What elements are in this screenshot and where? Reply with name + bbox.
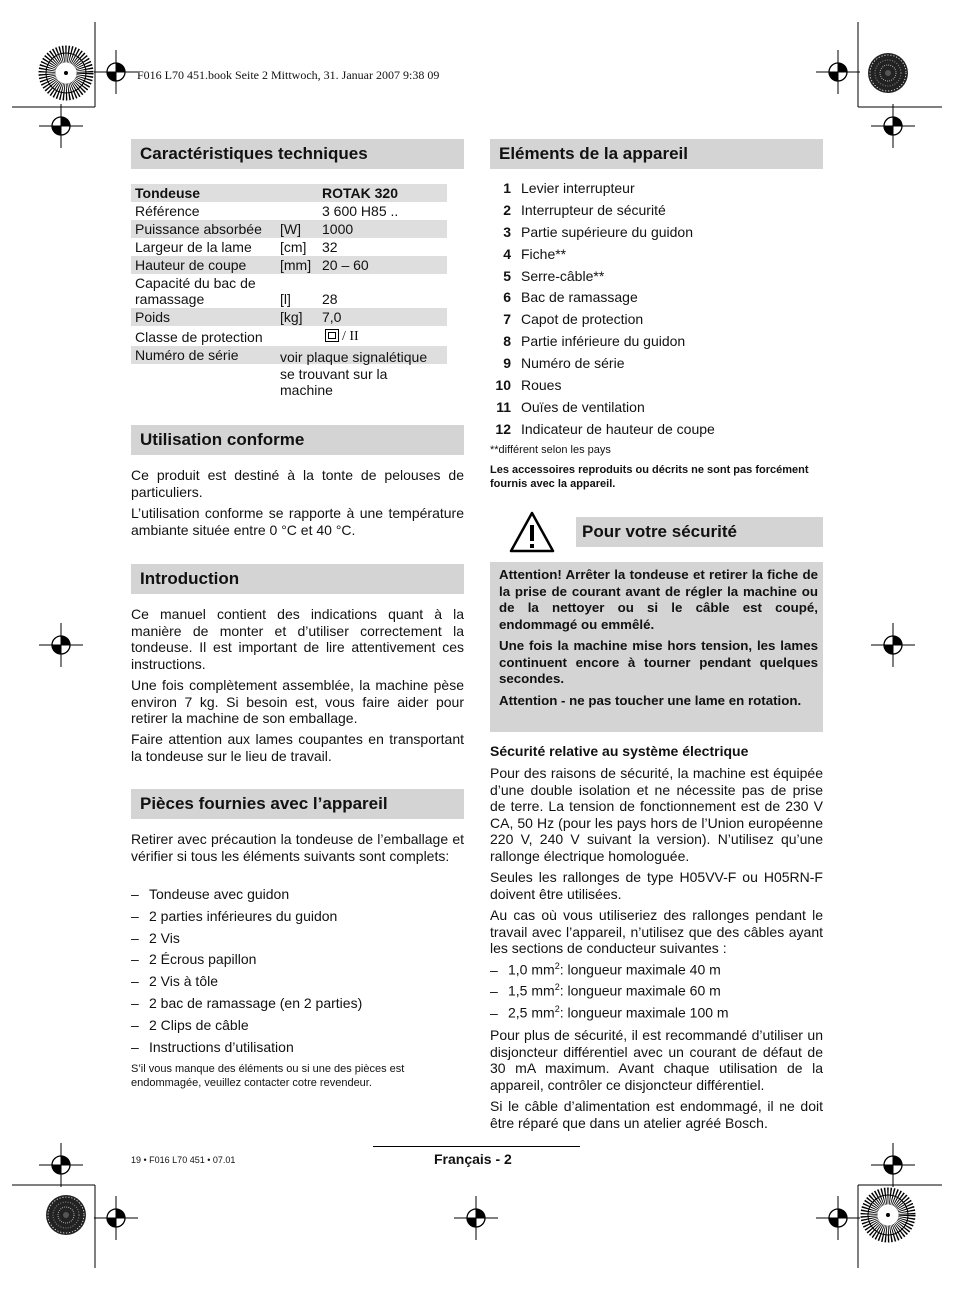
list-item: – 1,0 $mm^2$: longueur maximale 40 m [490,961,721,978]
list-item: – Instructions d’utilisation [131,1039,294,1055]
footer-code: 19 • F016 L70 451 • 07.01 [131,1155,236,1165]
table-row [131,184,447,202]
section-heading-tech: Caractéristiques techniques [131,139,464,169]
list-item: – 2,5 $mm^2$: longueur maximale 100 m [490,1004,729,1021]
registration-mark-icon [94,1196,138,1240]
registration-mark-icon [816,50,860,94]
electrical-paragraph: Au cas où vous utiliseriez des rallonges pendant le travail avec l’appareil, n’utilisez que des câbles ayant les sections de conducteur suivantes : [490,907,823,956]
list-item: 3 Partie supérieure du guidon [503,223,694,240]
table-row [131,326,447,346]
list-item: – Tondeuse avec guidon [131,886,290,902]
spec-header-value: ROTAK 320 [318,184,447,202]
spec-unit: [W] [276,220,318,238]
color-wheel-icon [46,53,86,93]
list-item: – 2 bac de ramassage (en 2 parties) [131,995,363,1011]
usage-paragraph: Ce produit est destiné à la tonte de pelouses de particuliers. [131,467,464,500]
color-wheel-icon [868,53,908,93]
accessories-note: Les accessoires reproduits ou décrits ne sont pas forcément fournis avec la appareil. [490,464,809,490]
registration-mark-icon [454,1196,498,1240]
spec-label: Hauteur de coupe [131,256,276,274]
list-item: – 2 Vis [131,930,180,946]
list-item: 5 Serre-câble** [503,267,605,284]
registration-mark-icon [871,1143,915,1187]
electrical-paragraph: Si le câble d’alimentation est endommagé, il ne doit être réparé que dans un atelier agréé Bosch. [490,1098,823,1131]
spec-value: 3 600 H85 .. [318,202,447,220]
section-heading-safety: Pour votre sécurité [582,522,737,541]
electrical-paragraph: Seules les rallonges de type H05VV-F ou H05RN-F doivent être utilisées. [490,869,823,902]
table-row [131,274,447,308]
spec-unit [276,202,318,220]
spec-label: Largeur de la lame [131,238,276,256]
list-item: 1 Levier interrupteur [503,180,635,196]
warning-text: Attention! Arrêter la tondeuse et retirer la fiche de la prise de courant avant de régler la machine ou de la nettoyer ou si le câble est coupé, endommagé ou emmêlé. [499,567,818,632]
table-row [131,256,447,274]
warning-box [490,562,823,732]
spec-value: 1000 [318,220,447,238]
spec-label: Poids [131,308,276,326]
footer-rule [373,1146,580,1147]
supplied-intro: Retirer avec précaution la tondeuse de l’emballage et vérifier si tous les éléments suivants sont complets: [131,831,464,864]
spec-label: Numéro de série [131,346,276,364]
spec-unit: [cm] [276,238,318,256]
spec-label: Classe de protection [131,326,276,346]
list-item: – 2 Vis à tôle [131,973,219,989]
supplied-note: S’il vous manque des éléments ou si une des pièces est endommagée, veuillez contacter cotre revendeur. [131,1063,405,1089]
spec-unit: [mm] [276,256,318,274]
intro-paragraph: Faire attention aux lames coupantes en transportant la tondeuse sur le lieu de travail. [131,731,464,764]
spec-value: 7,0 [318,308,447,326]
section-heading-supplied: Pièces fournies avec l’appareil [131,789,464,819]
spec-label: Capacité du bac de ramassage [131,274,276,308]
registration-mark-icon [94,50,138,94]
table-row [131,220,447,238]
list-item: 12 Indicateur de hauteur de coupe [495,420,715,437]
registration-mark-icon [816,1196,860,1240]
usage-paragraph: L’utilisation conforme se rapporte à une température ambiante située entre 0 °C et 40 °C. [131,505,464,538]
list-item: 9 Numéro de série [503,355,625,372]
spec-value: 32 [318,238,447,256]
intro-paragraph: Une fois complètement assemblée, la machine pèse environ 7 kg. Si besoin est, vous faire aider pour retirer la machine de son emballage. [131,677,464,726]
parts-footnote: **différent selon les pays [490,444,611,456]
list-item: – 1,5 $mm^2$: longueur maximale 60 m [490,982,721,999]
color-wheel-icon [868,1195,908,1235]
section-heading-intro: Introduction [131,564,464,594]
list-item: 10 Roues [495,377,562,394]
spec-unit [276,326,318,346]
electrical-heading: Sécurité relative au système électrique [490,743,749,759]
registration-mark-icon [39,104,83,148]
list-item: – 2 Écrous papillon [131,951,257,967]
registration-mark-icon [39,623,83,667]
list-item: 6 Bac de ramassage [503,289,638,306]
section-heading-usage: Utilisation conforme [131,425,464,455]
spec-header-label: Tondeuse [131,184,276,202]
registration-mark-icon [871,104,915,148]
file-header: F016 L70 451.book Seite 2 Mittwoch, 31. Januar 2007 9:38 09 [137,68,440,82]
table-row [131,308,447,326]
parts-list [490,178,820,441]
spec-unit: [kg] [276,308,318,326]
color-wheel-icon [46,1195,86,1235]
list-item: – 2 Clips de câble [131,1017,249,1033]
warning-text: Une fois la machine mise hors tension, les lames continuent encore à tourner pendant quelques secondes. [499,638,818,686]
table-row [131,202,447,220]
registration-mark-icon [871,623,915,667]
spec-value-protection [318,326,447,346]
warning-triangle-icon [508,510,556,554]
section-heading-elements: Eléments de la appareil [490,139,823,169]
spec-table [131,184,447,364]
list-item: 8 Partie inférieure du guidon [503,333,686,350]
list-item: – 2 parties inférieures du guidon [131,908,338,924]
spec-unit: [l] [276,274,318,308]
intro-paragraph: Ce manuel contient des indications quant à la manière de monter et d’utiliser correctement la tondeuse. Il est important de lire attentivement ces instructions. [131,606,464,672]
warning-text: Attention - ne pas toucher une lame en rotation. [499,692,802,708]
table-row [131,238,447,256]
electrical-paragraph: Pour plus de sécurité, il est recommandé d’utiliser un disjoncteur différentiel avec un courant de défaut de 30 mA maximum. Avant chaque utilisation de la appareil, contrôler ce disjoncteur différentiel. [490,1027,823,1093]
list-item: 11 Ouïes de ventilation [496,398,645,415]
double-insulation-icon [325,329,339,342]
page-number: Français - 2 [434,1151,512,1167]
list-item: 2 Interrupteur de sécurité [503,201,666,218]
serial-value: voir plaque signalétique se trouvant sur la machine [280,349,428,398]
protection-class: / II [342,329,359,344]
list-item: 7 Capot de protection [503,311,644,328]
registration-mark-icon [39,1143,83,1187]
spec-label: Puissance absorbée [131,220,276,238]
electrical-paragraph: Pour des raisons de sécurité, la machine est équipée d’une double isolation et ne nécessite pas de prise de terre. La tension de fonctionnement est de 230 V CA, 50 Hz (pour les pays hors de l’Union européenne 220 V, 240 V suivant la version). N’utilisez qu’une rallonge électrique homologuée. [490,765,823,864]
spec-label: Référence [131,202,276,220]
list-item: 4 Fiche** [503,245,567,262]
spec-value: 28 [318,274,447,308]
spec-value: 20 – 60 [318,256,447,274]
